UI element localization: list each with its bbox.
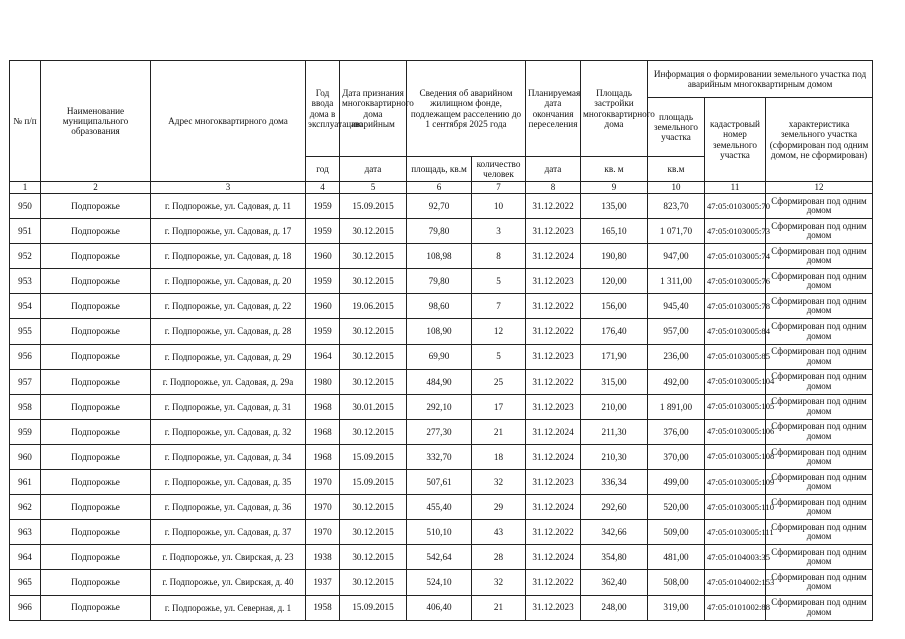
cell-planned-end: 31.12.2024	[526, 244, 581, 269]
cell-characteristic: Сформирован под одним домом	[766, 269, 873, 294]
cell-municipality: Подпорожье	[41, 545, 151, 570]
cell-recognition-date: 30.01.2015	[340, 394, 407, 419]
cell-address: г. Подпорожье, ул. Садовая, д. 29	[151, 344, 306, 369]
unit-year: год	[306, 157, 340, 182]
cell-people: 21	[472, 419, 526, 444]
cell-build-area: 210,30	[581, 444, 648, 469]
cell-people: 3	[472, 219, 526, 244]
cell-recognition-date: 15.09.2015	[340, 470, 407, 495]
cell-municipality: Подпорожье	[41, 219, 151, 244]
table-row	[10, 495, 873, 520]
cell-municipality: Подпорожье	[41, 595, 151, 620]
cell-area: 510,10	[407, 520, 472, 545]
cell-build-area: 171,90	[581, 344, 648, 369]
cell-municipality: Подпорожье	[41, 244, 151, 269]
table-row	[10, 269, 873, 294]
cell-characteristic: Сформирован под одним домом	[766, 394, 873, 419]
table-row	[10, 595, 873, 620]
header-characteristic: характеристика земельного участка (сформирован под одним домом, не сформирован)	[766, 98, 873, 182]
unit-sq-m: кв. м	[581, 157, 648, 182]
cell-cadastral: 47:05:0103005:84	[705, 319, 766, 344]
table-row	[10, 570, 873, 595]
table-row	[10, 545, 873, 570]
emergency-housing-table	[9, 60, 873, 621]
cell-build-area: 156,00	[581, 294, 648, 319]
header-emergency-fund: Сведения об аварийном жилищном фонде, подлежащем расселению до 1 сентября 2025 года	[407, 61, 526, 157]
cell-address: г. Подпорожье, ул. Садовая, д. 31	[151, 394, 306, 419]
header-planned-end: Планируемая дата окончания переселения	[526, 61, 581, 157]
header-row-1	[10, 61, 873, 98]
cell-municipality: Подпорожье	[41, 495, 151, 520]
unit-sq-m-land: кв.м	[648, 157, 705, 182]
header-land-info: Информация о формировании земельного участка под аварийным многоквартирным домом	[648, 61, 873, 98]
unit-date-end: дата	[526, 157, 581, 182]
table-row	[10, 419, 873, 444]
cell-people: 10	[472, 194, 526, 219]
cell-land-area: 508,00	[648, 570, 705, 595]
cell-build-area: 165,10	[581, 219, 648, 244]
cell-no: 965	[10, 570, 41, 595]
cell-no: 953	[10, 269, 41, 294]
cell-planned-end: 31.12.2023	[526, 595, 581, 620]
cell-characteristic: Сформирован под одним домом	[766, 319, 873, 344]
cell-land-area: 947,00	[648, 244, 705, 269]
col-number: 2	[41, 182, 151, 194]
cell-address: г. Подпорожье, ул. Садовая, д. 37	[151, 520, 306, 545]
cell-area: 406,40	[407, 595, 472, 620]
cell-people: 7	[472, 294, 526, 319]
cell-characteristic: Сформирован под одним домом	[766, 194, 873, 219]
cell-people: 8	[472, 244, 526, 269]
cell-cadastral: 47:05:0103005:110	[705, 495, 766, 520]
col-number: 1	[10, 182, 41, 194]
cell-land-area: 481,00	[648, 545, 705, 570]
cell-year: 1968	[306, 419, 340, 444]
cell-recognition-date: 30.12.2015	[340, 219, 407, 244]
cell-area: 524,10	[407, 570, 472, 595]
cell-characteristic: Сформирован под одним домом	[766, 570, 873, 595]
cell-recognition-date: 15.09.2015	[340, 444, 407, 469]
cell-build-area: 211,30	[581, 419, 648, 444]
cell-address: г. Подпорожье, ул. Садовая, д. 11	[151, 194, 306, 219]
header-no: № п/п	[10, 61, 41, 182]
cell-year: 1960	[306, 294, 340, 319]
cell-cadastral: 47:05:0103005:74	[705, 244, 766, 269]
cell-land-area: 1 311,00	[648, 269, 705, 294]
cell-municipality: Подпорожье	[41, 369, 151, 394]
cell-build-area: 336,34	[581, 470, 648, 495]
cell-recognition-date: 15.09.2015	[340, 194, 407, 219]
cell-no: 955	[10, 319, 41, 344]
cell-land-area: 957,00	[648, 319, 705, 344]
col-number: 10	[648, 182, 705, 194]
cell-address: г. Подпорожье, ул. Садовая, д. 22	[151, 294, 306, 319]
cell-characteristic: Сформирован под одним домом	[766, 470, 873, 495]
cell-area: 277,30	[407, 419, 472, 444]
cell-municipality: Подпорожье	[41, 520, 151, 545]
col-number: 5	[340, 182, 407, 194]
header-municipality: Наименование муниципального образования	[41, 61, 151, 182]
table-row	[10, 194, 873, 219]
cell-build-area: 354,80	[581, 545, 648, 570]
cell-land-area: 945,40	[648, 294, 705, 319]
cell-year: 1970	[306, 520, 340, 545]
cell-no: 960	[10, 444, 41, 469]
cell-year: 1959	[306, 269, 340, 294]
cell-planned-end: 31.12.2023	[526, 219, 581, 244]
cell-address: г. Подпорожье, ул. Свирская, д. 40	[151, 570, 306, 595]
cell-people: 5	[472, 269, 526, 294]
cell-recognition-date: 19.06.2015	[340, 294, 407, 319]
cell-people: 32	[472, 470, 526, 495]
table-row	[10, 470, 873, 495]
cell-recognition-date: 30.12.2015	[340, 520, 407, 545]
cell-cadastral: 47:05:0103005:73	[705, 219, 766, 244]
header-address: Адрес многоквартирного дома	[151, 61, 306, 182]
cell-recognition-date: 30.12.2015	[340, 244, 407, 269]
table-row	[10, 294, 873, 319]
cell-cadastral: 47:05:0103005:104	[705, 369, 766, 394]
cell-planned-end: 31.12.2023	[526, 344, 581, 369]
table-row	[10, 219, 873, 244]
cell-build-area: 342,66	[581, 520, 648, 545]
col-number: 3	[151, 182, 306, 194]
cell-area: 108,98	[407, 244, 472, 269]
cell-address: г. Подпорожье, ул. Садовая, д. 28	[151, 319, 306, 344]
cell-planned-end: 31.12.2024	[526, 419, 581, 444]
col-number: 8	[526, 182, 581, 194]
cell-municipality: Подпорожье	[41, 269, 151, 294]
cell-characteristic: Сформирован под одним домом	[766, 419, 873, 444]
cell-build-area: 210,00	[581, 394, 648, 419]
cell-characteristic: Сформирован под одним домом	[766, 444, 873, 469]
cell-year: 1968	[306, 444, 340, 469]
cell-land-area: 319,00	[648, 595, 705, 620]
table-row	[10, 444, 873, 469]
cell-area: 542,64	[407, 545, 472, 570]
cell-cadastral: 47:05:0104003:35	[705, 545, 766, 570]
col-number: 6	[407, 182, 472, 194]
cell-cadastral: 47:05:0103005:105	[705, 394, 766, 419]
cell-year: 1970	[306, 470, 340, 495]
cell-land-area: 376,00	[648, 419, 705, 444]
cell-no: 964	[10, 545, 41, 570]
cell-year: 1980	[306, 369, 340, 394]
cell-planned-end: 31.12.2023	[526, 470, 581, 495]
cell-cadastral: 47:05:0103005:111	[705, 520, 766, 545]
cell-land-area: 823,70	[648, 194, 705, 219]
header-recognition-date: Дата признания многоквартирного дома аварийным	[340, 61, 407, 157]
cell-cadastral: 47:05:0103005:109	[705, 470, 766, 495]
cell-recognition-date: 30.12.2015	[340, 369, 407, 394]
cell-planned-end: 31.12.2022	[526, 520, 581, 545]
cell-area: 79,80	[407, 219, 472, 244]
cell-build-area: 292,60	[581, 495, 648, 520]
cell-planned-end: 31.12.2024	[526, 495, 581, 520]
col-number: 7	[472, 182, 526, 194]
cell-land-area: 509,00	[648, 520, 705, 545]
cell-area: 484,90	[407, 369, 472, 394]
cell-build-area: 176,40	[581, 319, 648, 344]
cell-planned-end: 31.12.2022	[526, 570, 581, 595]
unit-date: дата	[340, 157, 407, 182]
cell-people: 32	[472, 570, 526, 595]
cell-address: г. Подпорожье, ул. Садовая, д. 36	[151, 495, 306, 520]
cell-no: 956	[10, 344, 41, 369]
cell-year: 1937	[306, 570, 340, 595]
cell-area: 79,80	[407, 269, 472, 294]
cell-no: 952	[10, 244, 41, 269]
cell-characteristic: Сформирован под одним домом	[766, 344, 873, 369]
header-year-built: Год ввода дома в эксплуатацию	[306, 61, 340, 157]
cell-address: г. Подпорожье, ул. Садовая, д. 35	[151, 470, 306, 495]
cell-people: 29	[472, 495, 526, 520]
cell-address: г. Подпорожье, ул. Садовая, д. 17	[151, 219, 306, 244]
cell-characteristic: Сформирован под одним домом	[766, 369, 873, 394]
cell-municipality: Подпорожье	[41, 294, 151, 319]
cell-year: 1968	[306, 394, 340, 419]
cell-year: 1938	[306, 545, 340, 570]
cell-recognition-date: 30.12.2015	[340, 344, 407, 369]
cell-no: 959	[10, 419, 41, 444]
cell-characteristic: Сформирован под одним домом	[766, 244, 873, 269]
cell-year: 1964	[306, 344, 340, 369]
cell-people: 43	[472, 520, 526, 545]
registry-document	[9, 60, 872, 621]
cell-address: г. Подпорожье, ул. Северная, д. 1	[151, 595, 306, 620]
cell-recognition-date: 15.09.2015	[340, 595, 407, 620]
cell-build-area: 190,80	[581, 244, 648, 269]
cell-characteristic: Сформирован под одним домом	[766, 495, 873, 520]
cell-no: 951	[10, 219, 41, 244]
cell-recognition-date: 30.12.2015	[340, 319, 407, 344]
cell-no: 958	[10, 394, 41, 419]
cell-no: 950	[10, 194, 41, 219]
cell-planned-end: 31.12.2022	[526, 319, 581, 344]
cell-recognition-date: 30.12.2015	[340, 570, 407, 595]
cell-cadastral: 47:05:0103005:70	[705, 194, 766, 219]
cell-address: г. Подпорожье, ул. Садовая, д. 20	[151, 269, 306, 294]
header-cadastral: кадастровый номер земельного участка	[705, 98, 766, 182]
cell-land-area: 1 071,70	[648, 219, 705, 244]
table-row	[10, 319, 873, 344]
col-number: 9	[581, 182, 648, 194]
cell-build-area: 120,00	[581, 269, 648, 294]
col-number: 11	[705, 182, 766, 194]
cell-year: 1959	[306, 194, 340, 219]
cell-no: 961	[10, 470, 41, 495]
cell-recognition-date: 30.12.2015	[340, 419, 407, 444]
cell-municipality: Подпорожье	[41, 470, 151, 495]
cell-year: 1959	[306, 219, 340, 244]
cell-land-area: 370,00	[648, 444, 705, 469]
cell-planned-end: 31.12.2022	[526, 194, 581, 219]
cell-recognition-date: 30.12.2015	[340, 269, 407, 294]
cell-cadastral: 47:05:0103005:106	[705, 419, 766, 444]
column-number-row	[10, 182, 873, 194]
cell-planned-end: 31.12.2023	[526, 394, 581, 419]
cell-land-area: 492,00	[648, 369, 705, 394]
cell-planned-end: 31.12.2022	[526, 294, 581, 319]
cell-area: 332,70	[407, 444, 472, 469]
cell-area: 69,90	[407, 344, 472, 369]
cell-characteristic: Сформирован под одним домом	[766, 595, 873, 620]
cell-build-area: 315,00	[581, 369, 648, 394]
cell-year: 1959	[306, 319, 340, 344]
header-build-area: Площадь застройки многоквартирного дома	[581, 61, 648, 157]
cell-municipality: Подпорожье	[41, 344, 151, 369]
cell-municipality: Подпорожье	[41, 319, 151, 344]
cell-municipality: Подпорожье	[41, 194, 151, 219]
cell-planned-end: 31.12.2023	[526, 269, 581, 294]
cell-people: 17	[472, 394, 526, 419]
table-row	[10, 520, 873, 545]
cell-characteristic: Сформирован под одним домом	[766, 294, 873, 319]
table-row	[10, 344, 873, 369]
unit-people: количество человек	[472, 157, 526, 182]
cell-cadastral: 47:05:0103005:78	[705, 294, 766, 319]
cell-land-area: 1 891,00	[648, 394, 705, 419]
cell-build-area: 135,00	[581, 194, 648, 219]
cell-people: 25	[472, 369, 526, 394]
col-number: 4	[306, 182, 340, 194]
table-row	[10, 394, 873, 419]
cell-area: 455,40	[407, 495, 472, 520]
cell-address: г. Подпорожье, ул. Садовая, д. 32	[151, 419, 306, 444]
cell-characteristic: Сформирован под одним домом	[766, 520, 873, 545]
cell-characteristic: Сформирован под одним домом	[766, 219, 873, 244]
cell-year: 1958	[306, 595, 340, 620]
cell-build-area: 248,00	[581, 595, 648, 620]
cell-planned-end: 31.12.2024	[526, 545, 581, 570]
cell-municipality: Подпорожье	[41, 570, 151, 595]
unit-area: площадь, кв.м	[407, 157, 472, 182]
cell-land-area: 520,00	[648, 495, 705, 520]
cell-people: 18	[472, 444, 526, 469]
cell-recognition-date: 30.12.2015	[340, 495, 407, 520]
cell-area: 108,90	[407, 319, 472, 344]
cell-people: 21	[472, 595, 526, 620]
cell-planned-end: 31.12.2022	[526, 369, 581, 394]
cell-area: 292,10	[407, 394, 472, 419]
cell-cadastral: 47:05:0104002:153	[705, 570, 766, 595]
cell-people: 28	[472, 545, 526, 570]
cell-address: г. Подпорожье, ул. Свирская, д. 23	[151, 545, 306, 570]
cell-people: 5	[472, 344, 526, 369]
cell-recognition-date: 30.12.2015	[340, 545, 407, 570]
cell-no: 966	[10, 595, 41, 620]
cell-area: 92,70	[407, 194, 472, 219]
cell-no: 954	[10, 294, 41, 319]
cell-address: г. Подпорожье, ул. Садовая, д. 18	[151, 244, 306, 269]
cell-municipality: Подпорожье	[41, 419, 151, 444]
table-row	[10, 369, 873, 394]
cell-address: г. Подпорожье, ул. Садовая, д. 29а	[151, 369, 306, 394]
cell-no: 963	[10, 520, 41, 545]
cell-no: 957	[10, 369, 41, 394]
cell-cadastral: 47:05:0103005:85	[705, 344, 766, 369]
cell-no: 962	[10, 495, 41, 520]
cell-year: 1960	[306, 244, 340, 269]
header-land-area: площадь земельного участка	[648, 98, 705, 157]
cell-address: г. Подпорожье, ул. Садовая, д. 34	[151, 444, 306, 469]
cell-people: 12	[472, 319, 526, 344]
cell-area: 98,60	[407, 294, 472, 319]
cell-municipality: Подпорожье	[41, 394, 151, 419]
cell-land-area: 499,00	[648, 470, 705, 495]
cell-characteristic: Сформирован под одним домом	[766, 545, 873, 570]
cell-cadastral: 47:05:0103005:76	[705, 269, 766, 294]
cell-build-area: 362,40	[581, 570, 648, 595]
cell-planned-end: 31.12.2024	[526, 444, 581, 469]
cell-cadastral: 47:05:0101002:88	[705, 595, 766, 620]
cell-cadastral: 47:05:0103005:108	[705, 444, 766, 469]
col-number: 12	[766, 182, 873, 194]
cell-municipality: Подпорожье	[41, 444, 151, 469]
cell-area: 507,61	[407, 470, 472, 495]
cell-year: 1970	[306, 495, 340, 520]
cell-land-area: 236,00	[648, 344, 705, 369]
table-row	[10, 244, 873, 269]
